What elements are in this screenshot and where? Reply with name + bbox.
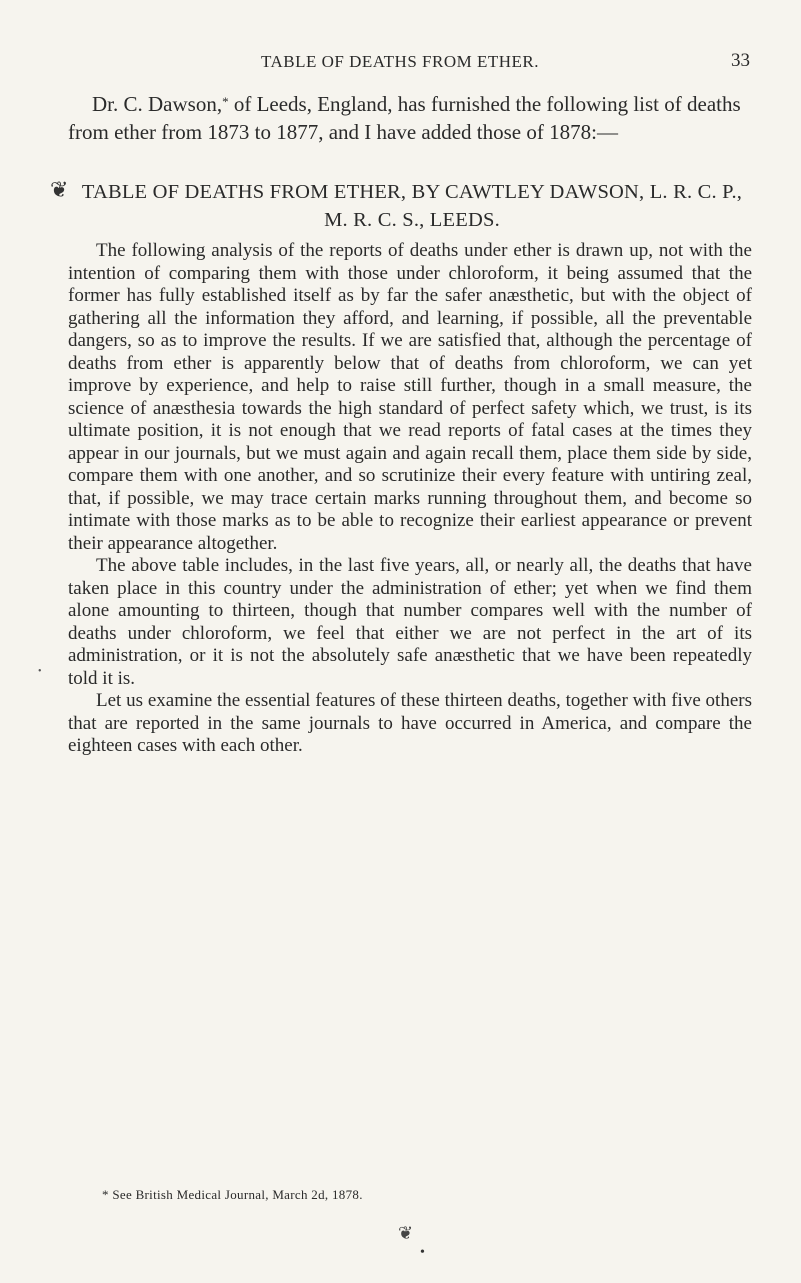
bottom-mark-icon: ❦ — [398, 1223, 414, 1243]
bottom-dot-icon: • — [420, 1245, 425, 1260]
running-title: TABLE OF DEATHS FROM ETHER. — [260, 52, 539, 71]
body-text — [68, 240, 752, 758]
body-paragraph-1: The following analysis of the reports of deaths under ether is drawn up, not with the intention of comparing them with those under chloroform, it being assumed that the former has fully established itself as by far the safer anæsthetic, but with the object of gathering all the information they afford, and learning, if possible, all the preventable dangers, so as to improve the results. If we are satisfied that, although the percentage of deaths from ether is apparently below that of deaths from chloroform, we can yet improve by experience, and help to raise still further, though in a small measure, the science of anæsthesia towards the high standard of perfect safety which, we trust, is its ultimate position, it is not enough that we read reports of fatal cases at the times they appear in our journals, but we must again and again recall them, place them side by side, compare them with one another, and so scrutinize their every feature with untiring zeal, that, if possible, we may trace certain marks running throughout them, and become so intimate with those marks as to be able to recognize their earliest appearance or prevent their appearance altogether. — [68, 240, 752, 554]
footnote-reference: * — [222, 94, 229, 109]
body-paragraph-3: Let us examine the essential features of these thirteen deaths, together with five others that are reported in the same journals to have occurred in America, and compare the eighteen cases with each other. — [68, 690, 752, 756]
intro-paragraph — [68, 90, 748, 146]
margin-mark-icon: ❦ — [50, 177, 69, 202]
footnote: * See British Medical Journal, March 2d, 1878. — [102, 1187, 363, 1202]
margin-dot-icon: • — [38, 666, 42, 677]
table-title: TABLE OF DEATHS FROM ETHER, BY CAWTLEY DAWSON, L. R. C. P., M. R. C. S., LEEDS. — [81, 181, 743, 231]
page-number: 33 — [731, 50, 750, 71]
intro-text-end: of Leeds, England, has furnished the following list of deaths from ether from 1873 to 1877, and I have added those of 1878:— — [68, 92, 741, 144]
body-paragraph-2: The above table includes, in the last five years, all, or nearly all, the deaths that have taken place in this country under the administration of ether; yet when we find them alone amounting to thirteen, though that number compares well with the number of deaths under chloroform, we feel that either we are not perfect in the art of its administration, or it is not the absolutely safe anæsthetic that we have been repeatedly told it is. — [68, 555, 752, 689]
intro-text-start: Dr. C. Dawson, — [92, 92, 223, 116]
